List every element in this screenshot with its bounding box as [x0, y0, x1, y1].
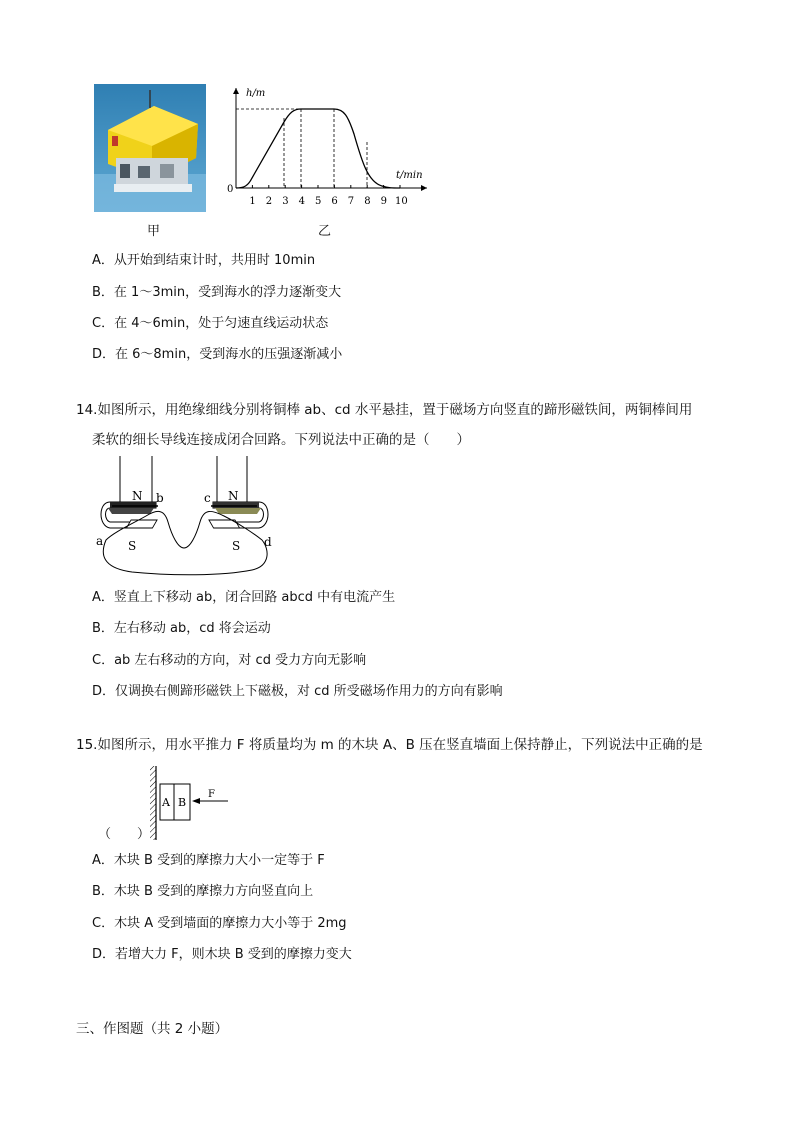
x-axis-label: t/min [396, 170, 423, 181]
q15-option-c: C．木块 A 受到墙面的摩擦力大小等于 2mg [92, 916, 347, 931]
q13-option-a: A．从开始到结束计时，共用时 10min [92, 253, 316, 268]
figure-label-jia: 甲 [147, 224, 161, 239]
x-tick-label: 8 [364, 196, 371, 207]
q15-option-d: D．若增大力 F，则木块 B 受到的摩擦力变大 [92, 947, 352, 962]
x-tick-label: 5 [315, 196, 322, 207]
depth-time-graph [222, 82, 432, 212]
q13-option-c: C．在 4～6min，处于匀速直线运动状态 [92, 316, 329, 331]
label-b: b [156, 491, 164, 505]
block-b-label: B [178, 796, 187, 809]
q15-option-a: A．木块 B 受到的摩擦力大小一定等于 F [92, 853, 325, 868]
left-magnet-s: S [128, 539, 137, 553]
q15-paren: （ ） [98, 827, 151, 842]
q15-stem: 15.如图所示，用水平推力 F 将质量均为 m 的木块 A、B 压在竖直墙面上保持静止，下列说法中正确的是 [76, 737, 703, 753]
figure-label-yi: 乙 [318, 224, 332, 239]
label-d: d [264, 535, 272, 549]
origin-label: 0 [227, 184, 234, 195]
x-tick-label: 7 [347, 196, 355, 207]
x-tick-label: 1 [249, 196, 256, 207]
q13-option-b: B．在 1～3min，受到海水的浮力逐渐变大 [92, 285, 342, 300]
blocks-wall-figure [150, 764, 234, 844]
q13-option-d: D．在 6～8min，受到海水的压强逐渐减小 [92, 347, 343, 362]
x-tick-label: 9 [380, 196, 387, 207]
right-magnet-s: S [232, 539, 241, 553]
label-c: c [204, 491, 211, 505]
y-axis-label: h/m [246, 88, 266, 99]
x-tick-label: 3 [282, 196, 289, 207]
x-tick-label: 10 [395, 196, 408, 207]
force-label: F [208, 789, 215, 800]
x-tick-label: 2 [265, 196, 273, 207]
q14-option-a: A．竖直上下移动 ab，闭合回路 abcd 中有电流产生 [92, 590, 396, 605]
q14-option-b: B．左右移动 ab，cd 将会运动 [92, 621, 271, 636]
left-magnet-n: N [132, 489, 143, 503]
submersible-photo [94, 84, 206, 212]
q15-option-b: B．木块 B 受到的摩擦力方向竖直向上 [92, 884, 314, 899]
section-3-title: 三、作图题（共 2 小题） [76, 1021, 229, 1037]
block-a-label: A [162, 796, 170, 809]
x-tick-label: 4 [298, 196, 305, 207]
q14-option-c: C．ab 左右移动的方向，对 cd 受力方向无影响 [92, 653, 367, 668]
magnet-circuit-figure [92, 456, 282, 578]
label-a: a [96, 534, 104, 548]
q14-stem-line1: 14.如图所示，用绝缘细线分别将铜棒 ab、cd 水平悬挂，置于磁场方向竖直的蹄形磁铁间，两铜棒间用 [76, 402, 693, 418]
q14-stem-line2: 柔软的细长导线连接成闭合回路。下列说法中正确的是（ ） [92, 432, 470, 448]
q14-option-d: D．仅调换右侧蹄形磁铁上下磁极，对 cd 所受磁场作用力的方向有影响 [92, 684, 503, 699]
right-magnet-n: N [228, 489, 239, 503]
x-tick-label: 6 [331, 196, 338, 207]
